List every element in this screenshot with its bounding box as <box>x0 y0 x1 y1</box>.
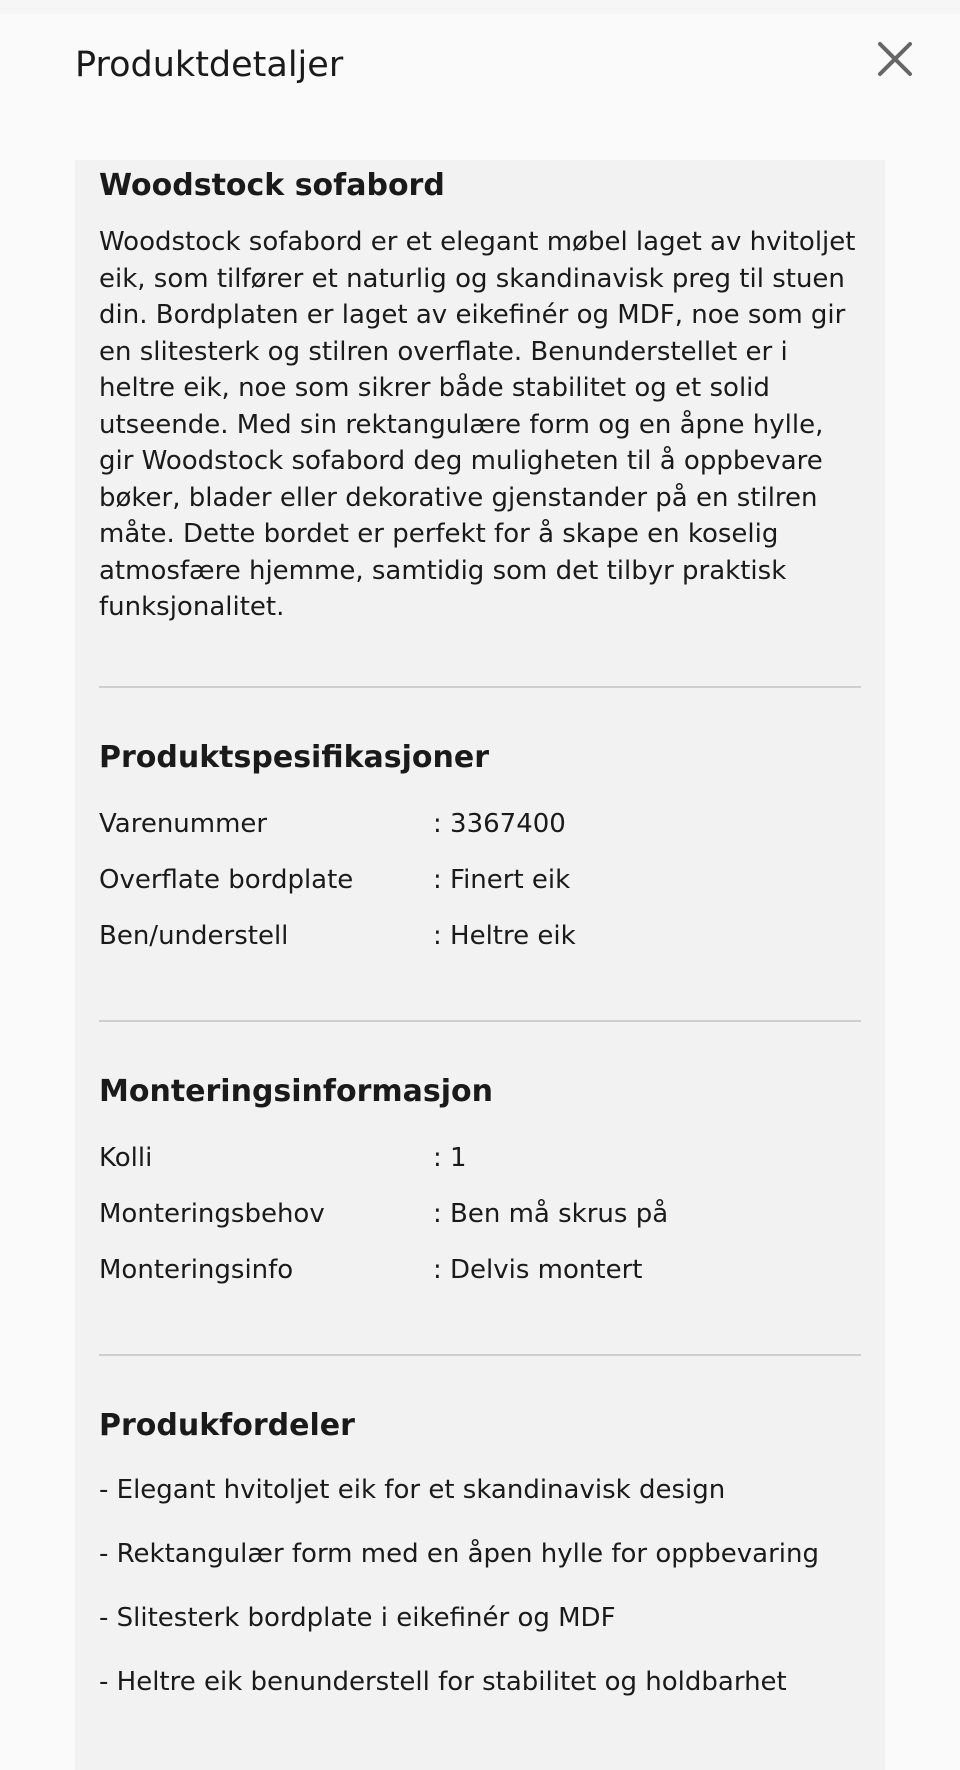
spec-label: Ben/understell <box>99 920 289 951</box>
assembly-list <box>99 1130 861 1298</box>
spec-row <box>99 1130 861 1186</box>
spec-row <box>99 1242 861 1298</box>
page-title: Produktdetaljer <box>75 45 344 85</box>
close-button[interactable] <box>870 36 918 84</box>
benefit-item: - Slitesterk bordplate i eikefinér og MDF <box>99 1602 616 1633</box>
top-bar <box>0 0 960 14</box>
spec-label: Monteringsbehov <box>99 1198 325 1229</box>
benefits-list <box>99 1458 861 1714</box>
close-icon <box>870 36 918 84</box>
spec-value: : Heltre eik <box>433 920 576 951</box>
spec-label: Varenummer <box>99 808 268 839</box>
benefits-title: Produkfordeler <box>99 1407 355 1443</box>
benefit-item: - Elegant hvitoljet eik for et skandinavisk design <box>99 1474 726 1505</box>
assembly-title: Monteringsinformasjon <box>99 1073 493 1109</box>
divider <box>99 686 861 688</box>
spec-value: : Ben må skrus på <box>433 1198 669 1229</box>
benefit-item: - Heltre eik benunderstell for stabilitet og holdbarhet <box>99 1666 787 1697</box>
spec-label: Kolli <box>99 1142 153 1173</box>
spec-value: : 1 <box>433 1142 467 1173</box>
benefit-item: - Rektangulær form med en åpen hylle for oppbevaring <box>99 1538 820 1569</box>
divider <box>99 1354 861 1356</box>
spec-row <box>99 908 861 964</box>
spec-label: Overflate bordplate <box>99 864 354 895</box>
product-name: Woodstock sofabord <box>99 168 445 203</box>
spec-row <box>99 796 861 852</box>
spec-value: : Finert eik <box>433 864 571 895</box>
spec-value: : Delvis montert <box>433 1254 643 1285</box>
spec-row <box>99 1186 861 1242</box>
product-details-panel <box>75 160 885 1770</box>
product-description: Woodstock sofabord er et elegant møbel laget av hvitoljet eik, som tilfører et naturlig og skandinavisk preg til stuen din. Bordplaten er laget av eikefinér og MDF, noe som gir en slitesterk og stilren overflate. Benunderstellet er i heltre eik, noe som sikrer både stabilitet og et solid utseende. Med sin rektangulære form og en åpne hylle, gir Woodstock sofabord deg muligheten til å oppbevare bøker, blader eller dekorative gjenstander på en stilren måte. Dette bordet er perfekt for å skape en koselig atmosfære hjemme, samtidig som det tilbyr praktisk funksjonalitet. <box>99 227 856 622</box>
spec-row <box>99 852 861 908</box>
divider <box>99 1020 861 1022</box>
specifications-title: Produktspesifikasjoner <box>99 739 490 775</box>
spec-value: : 3367400 <box>433 808 566 839</box>
specifications-list <box>99 796 861 964</box>
spec-label: Monteringsinfo <box>99 1254 294 1285</box>
